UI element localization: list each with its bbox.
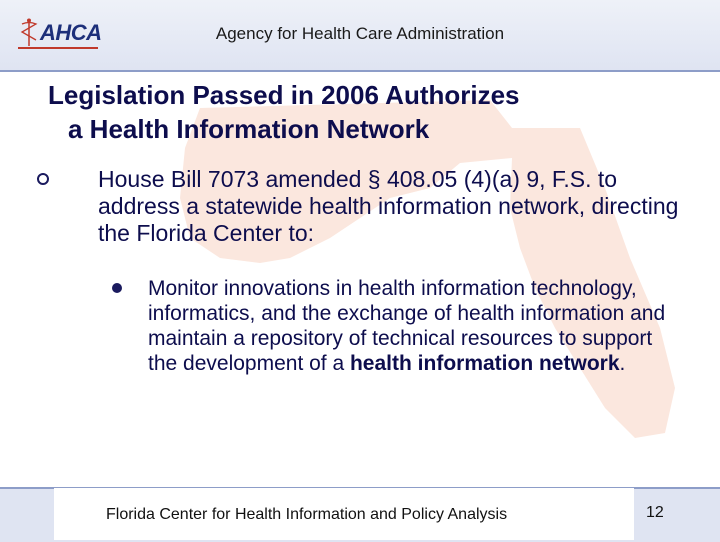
logo-underline [18,47,98,49]
logo-text: AHCA [40,20,102,45]
main-bullet-text: House Bill 7073 amended § 408.05 (4)(a) 9, F.S. to address a statewide health information network, directing the Florida Center to: [98,166,679,246]
slide-title-line-2: a Health Information Network [68,114,430,144]
page-number: 12 [646,504,664,521]
sub-bullet-text [148,276,678,376]
sub-bullet-bold-text: health information network [349,352,620,375]
sub-bullet-text-after: . [619,352,626,375]
filled-circle-bullet-icon [112,283,122,293]
slide-title-line-1: Legislation Passed in 2006 Authorizes [48,80,520,110]
footer-text: Florida Center for Health Information and Policy Analysis [106,506,508,523]
slide-title [48,78,668,146]
hollow-circle-bullet-icon [36,172,50,186]
header-bar [0,0,720,72]
agency-title: Agency for Health Care Administration [215,24,505,43]
sub-bullet-text-before: Monitor innovations in health information technology, informatics, and the exchange of health information and maintain a repository of technical resources to support the development of a [148,277,666,375]
